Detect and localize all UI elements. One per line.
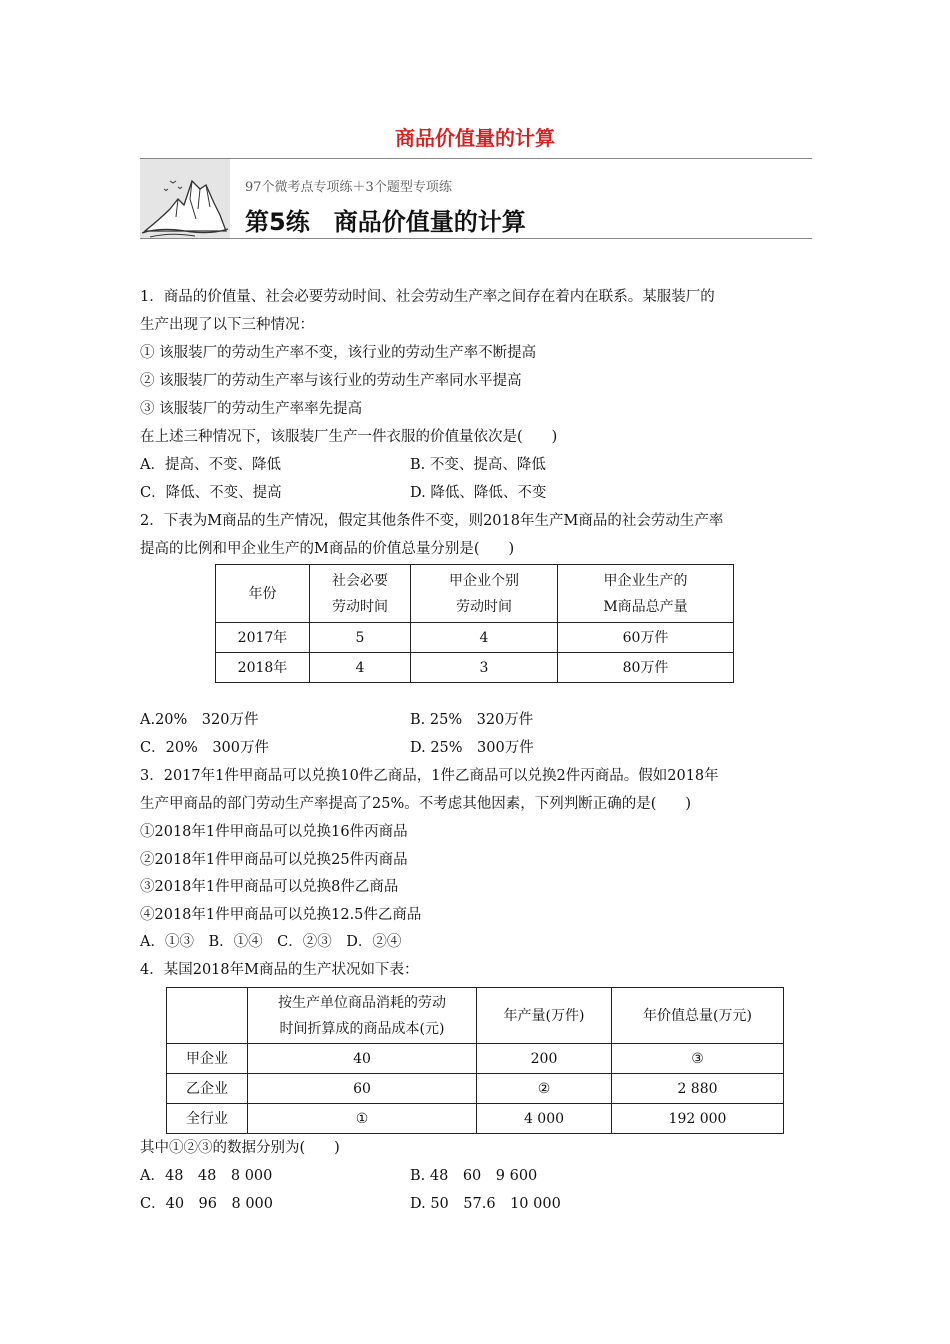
header-line: 甲企业生产的 [603, 572, 688, 589]
table-cell: 全行业 [167, 1104, 248, 1134]
banner-top-rule [140, 158, 812, 159]
q2-stem-line1: 2．下表为M商品的生产情况，假定其他条件不变，则2018年生产M商品的社会劳动生产率 [140, 513, 724, 529]
table-cell: 3 [411, 653, 558, 683]
header-line: 甲企业个别 [449, 572, 519, 589]
q2-table [215, 564, 734, 683]
q3-stem-line1: 3．2017年1件甲商品可以兑换10件乙商品，1件乙商品可以兑换2件丙商品。假如2018年 [140, 768, 719, 784]
section-banner [140, 158, 812, 240]
table-row [216, 623, 734, 653]
q1-option-b: B. 不变、提高、降低 [410, 457, 546, 473]
table-cell: 192 000 [612, 1104, 784, 1134]
q1-item-1: ① 该服装厂的劳动生产率不变，该行业的劳动生产率不断提高 [140, 345, 537, 361]
table-row [167, 1074, 784, 1104]
q1-item-3: ③ 该服装厂的劳动生产率率先提高 [140, 401, 363, 417]
q3-options: A．①③ B．①④ C．②③ D．②④ [140, 934, 402, 950]
table-cell: 4 [411, 623, 558, 653]
q2-stem-line2: 提高的比例和甲企业生产的M商品的价值总量分别是( ) [140, 541, 515, 557]
table-cell: 60 [248, 1074, 477, 1104]
table-header-cell: 年份 [216, 565, 310, 623]
table-header-row [216, 565, 734, 623]
q1-stem-line1: 1．商品的价值量、社会必要劳动时间、社会劳动生产率之间存在着内在联系。某服装厂的 [140, 289, 715, 305]
q3-item-3: ③2018年1件甲商品可以兑换8件乙商品 [140, 879, 399, 895]
table-header-cell [558, 565, 734, 623]
table-cell: 4 [310, 653, 411, 683]
header-line: 按生产单位商品消耗的劳动 [278, 994, 446, 1011]
header-line: 劳动时间 [456, 598, 512, 615]
banner-bottom-rule [140, 238, 812, 239]
page-title: 商品价值量的计算 [395, 126, 555, 150]
q3-item-1: ①2018年1件甲商品可以兑换16件丙商品 [140, 824, 408, 840]
q4-option-a: A．48 48 8 000 [140, 1168, 273, 1184]
q4-table [166, 987, 784, 1134]
table-cell: ① [248, 1104, 477, 1134]
q3-item-4: ④2018年1件甲商品可以兑换12.5件乙商品 [140, 907, 422, 923]
q2-option-c: C．20% 300万件 [140, 740, 269, 756]
table-header-row [167, 988, 784, 1044]
banner-subtitle: 97个微考点专项练＋3个题型专项练 [245, 180, 452, 195]
table-cell: 2 880 [612, 1074, 784, 1104]
q1-stem-line2: 生产出现了以下三种情况： [140, 317, 314, 333]
q1-option-a: A．提高、不变、降低 [140, 457, 281, 473]
q1-option-d: D. 降低、降低、不变 [410, 485, 547, 501]
q1-question: 在上述三种情况下，该服装厂生产一件衣服的价值量依次是( ) [140, 429, 558, 445]
q1-item-2: ② 该服装厂的劳动生产率与该行业的劳动生产率同水平提高 [140, 373, 522, 389]
table-header-cell [411, 565, 558, 623]
q4-option-d: D. 50 57.6 10 000 [410, 1196, 561, 1212]
table-cell: 2017年 [216, 623, 310, 653]
header-line: 时间折算成的商品成本(元) [279, 1020, 445, 1037]
q4-option-b: B. 48 60 9 600 [410, 1168, 538, 1184]
table-header-cell [248, 988, 477, 1044]
table-cell: ② [477, 1074, 612, 1104]
q3-item-2: ②2018年1件甲商品可以兑换25件丙商品 [140, 852, 408, 868]
table-header-cell: 年产量(万件) [477, 988, 612, 1044]
table-cell: 200 [477, 1044, 612, 1074]
table-header-cell [310, 565, 411, 623]
header-line: 劳动时间 [332, 598, 388, 615]
table-cell: 60万件 [558, 623, 734, 653]
table-row [167, 1044, 784, 1074]
header-line: M商品总产量 [603, 598, 688, 615]
table-header-cell-empty [167, 988, 248, 1044]
q1-option-c: C．降低、不变、提高 [140, 485, 282, 501]
table-cell: ③ [612, 1044, 784, 1074]
q3-stem-line2: 生产甲商品的部门劳动生产率提高了25%。不考虑其他因素，下列判断正确的是( ) [140, 796, 692, 812]
banner-heading: 第5练 商品价值量的计算 [245, 208, 526, 236]
table-row [167, 1104, 784, 1134]
q4-question: 其中①②③的数据分别为( ) [140, 1140, 340, 1156]
table-cell: 80万件 [558, 653, 734, 683]
table-cell: 2018年 [216, 653, 310, 683]
q2-option-a: A.20% 320万件 [140, 712, 259, 728]
table-cell: 5 [310, 623, 411, 653]
table-cell: 4 000 [477, 1104, 612, 1134]
q2-option-d: D. 25% 300万件 [410, 740, 534, 756]
q4-option-c: C．40 96 8 000 [140, 1196, 274, 1212]
table-header-cell: 年价值总量(万元) [612, 988, 784, 1044]
mountain-landscape-icon [140, 159, 230, 238]
q4-stem: 4．某国2018年M商品的生产状况如下表： [140, 962, 419, 978]
table-cell: 40 [248, 1044, 477, 1074]
table-row [216, 653, 734, 683]
header-line: 社会必要 [332, 572, 388, 589]
table-cell: 乙企业 [167, 1074, 248, 1104]
table-cell: 甲企业 [167, 1044, 248, 1074]
q2-option-b: B. 25% 320万件 [410, 712, 534, 728]
